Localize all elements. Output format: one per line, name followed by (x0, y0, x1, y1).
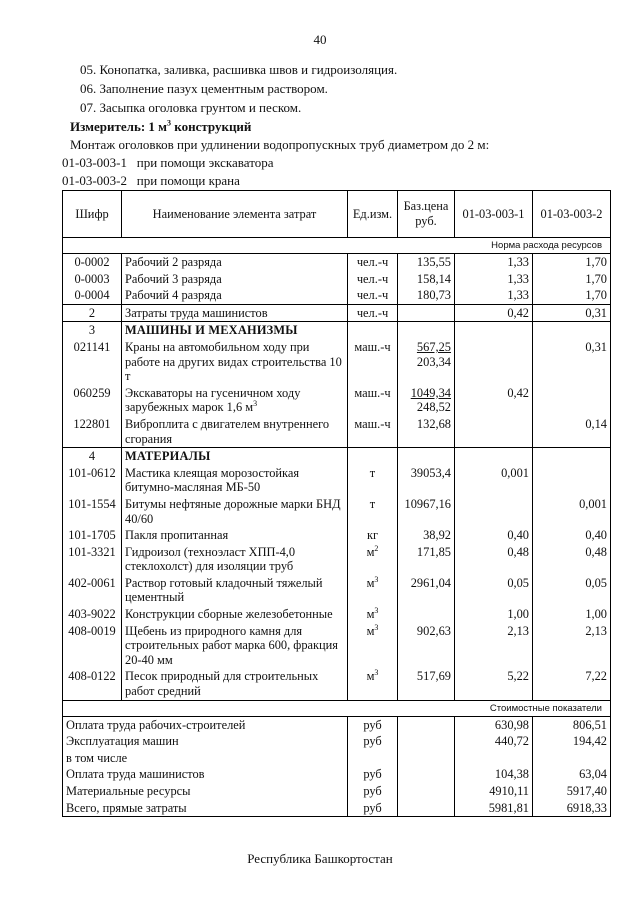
summary-name: Материальные ресурсы (63, 783, 348, 800)
section-price (398, 304, 455, 322)
row-unit: м (366, 544, 375, 559)
summary-name: Оплата труда рабочих-строителей (63, 716, 348, 733)
row-value-1: 0,05 (455, 575, 533, 606)
price-secondary: 248,52 (416, 400, 451, 415)
row-unit-sup: 3 (374, 605, 379, 615)
meter-line (70, 119, 251, 135)
summary-row (63, 716, 611, 733)
summary-row (63, 783, 611, 800)
summary-unit (348, 750, 398, 767)
summary-name: в том числе (63, 750, 348, 767)
row-code: 021141 (63, 339, 122, 385)
header-col1: 01-03-003-1 (455, 191, 533, 238)
step-06: 06. Заполнение пазух цементным раствором. (80, 81, 328, 96)
row-unit: т (348, 465, 398, 496)
section-2-row (63, 304, 611, 322)
summary-row (63, 800, 611, 817)
row-code: 408-0122 (63, 668, 122, 700)
header-unit: Ед.изм. (348, 191, 398, 238)
section-name: Затраты труда машинистов (122, 304, 348, 322)
row-value-1 (455, 416, 533, 448)
section-value-2: 0,31 (533, 304, 611, 322)
row-code: 0-0004 (63, 287, 122, 304)
variant-2 (62, 173, 240, 189)
row-value-2: 7,22 (533, 668, 611, 700)
row-unit: чел.-ч (348, 287, 398, 304)
row-code: 060259 (63, 385, 122, 416)
row-price: 158,14 (398, 271, 455, 288)
row-name: Песок природный для строительных работ средний (122, 668, 348, 700)
summary-value-2: 63,04 (533, 766, 611, 783)
table-row (63, 339, 611, 385)
row-value-1 (455, 339, 533, 385)
cost-caption-row (63, 700, 611, 716)
table-row (63, 496, 611, 527)
summary-name: Всего, прямые затраты (63, 800, 348, 817)
row-name: Раствор готовый кладочный тяжелый цементный (122, 575, 348, 606)
row-value-1: 0,001 (455, 465, 533, 496)
summary-unit: руб (348, 800, 398, 817)
summary-value-2: 806,51 (533, 716, 611, 733)
table-row (63, 416, 611, 448)
header-price: Баз.цена руб. (398, 191, 455, 238)
table-row (63, 544, 611, 575)
summary-value-2 (533, 750, 611, 767)
row-name: Рабочий 2 разряда (122, 254, 348, 271)
row-unit: маш.-ч (348, 385, 398, 416)
footer-region: Республика Башкортостан (247, 851, 393, 866)
summary-unit: руб (348, 716, 398, 733)
row-price: 171,85 (398, 544, 455, 575)
section-value-1: 0,42 (455, 304, 533, 322)
row-name-cell (122, 385, 348, 416)
row-unit: м (366, 607, 375, 622)
row-price (398, 606, 455, 623)
row-unit-cell (348, 606, 398, 623)
summary-value-1: 104,38 (455, 766, 533, 783)
row-value-1: 0,48 (455, 544, 533, 575)
table-row (63, 623, 611, 669)
section-code: 3 (63, 322, 122, 339)
variant-code: 01-03-003-1 (62, 155, 127, 170)
row-value-2 (533, 385, 611, 416)
row-code: 101-0612 (63, 465, 122, 496)
work-description: Монтаж оголовков при удлинении водопропускных труб диаметром до 2 м: (70, 137, 490, 152)
summary-value-1: 440,72 (455, 733, 533, 750)
meter-sup: 3 (167, 118, 172, 128)
row-unit: чел.-ч (348, 254, 398, 271)
row-value-2: 2,13 (533, 623, 611, 669)
row-name: Конструкции сборные железобетонные (122, 606, 348, 623)
row-value-1: 0,40 (455, 527, 533, 544)
header-name: Наименование элемента затрат (122, 191, 348, 238)
section-unit: чел.-ч (348, 304, 398, 322)
section-3-row (63, 322, 611, 339)
row-value-2: 0,31 (533, 339, 611, 385)
row-unit-cell (348, 668, 398, 700)
norm-table (62, 190, 611, 817)
table-row (63, 254, 611, 271)
summary-unit: руб (348, 766, 398, 783)
row-value-1: 5,22 (455, 668, 533, 700)
row-price: 180,73 (398, 287, 455, 304)
table-row (63, 527, 611, 544)
table-row (63, 287, 611, 304)
summary-value-1: 4910,11 (455, 783, 533, 800)
row-price (398, 339, 455, 385)
row-price: 39053,4 (398, 465, 455, 496)
row-code: 408-0019 (63, 623, 122, 669)
row-name: Гидроизол (техноэласт ХПП-4,0 стеклохолст) для изоляции труб (122, 544, 348, 575)
cost-caption: Стоимостные показатели (63, 700, 611, 716)
table-row (63, 385, 611, 416)
summary-value-2: 5917,40 (533, 783, 611, 800)
row-value-2: 0,48 (533, 544, 611, 575)
row-unit: маш.-ч (348, 339, 398, 385)
table-row (63, 606, 611, 623)
row-value-1: 1,33 (455, 254, 533, 271)
row-code: 402-0061 (63, 575, 122, 606)
variant-text: при помощи экскаватора (136, 155, 274, 170)
row-price: 2961,04 (398, 575, 455, 606)
row-name: Экскаваторы на гусеничном ходу зарубежных марок 1,6 м (125, 385, 301, 415)
row-value-1: 2,13 (455, 623, 533, 669)
variant-1 (62, 155, 273, 171)
row-unit: м (366, 623, 375, 638)
row-name: Виброплита с двигателем внутреннего сгорания (122, 416, 348, 448)
row-code: 403-9022 (63, 606, 122, 623)
row-value-2: 0,05 (533, 575, 611, 606)
table-row (63, 465, 611, 496)
summary-value-2: 6918,33 (533, 800, 611, 817)
row-name: Рабочий 3 разряда (122, 271, 348, 288)
row-name: Битумы нефтяные дорожные марки БНД 40/60 (122, 496, 348, 527)
row-value-1 (455, 496, 533, 527)
summary-value-1: 630,98 (455, 716, 533, 733)
row-name: Рабочий 4 разряда (122, 287, 348, 304)
row-price: 135,55 (398, 254, 455, 271)
table-row (63, 668, 611, 700)
row-value-2: 0,001 (533, 496, 611, 527)
section-code: 2 (63, 304, 122, 322)
summary-row (63, 750, 611, 767)
row-name: Краны на автомобильном ходу при работе на других видах строительства 10 т (122, 339, 348, 385)
row-code: 101-1705 (63, 527, 122, 544)
table-row (63, 271, 611, 288)
summary-row (63, 766, 611, 783)
table-row (63, 575, 611, 606)
norm-caption: Норма расхода ресурсов (63, 238, 611, 254)
row-name: Мастика клеящая морозостойкая битумно-масляная МБ-50 (122, 465, 348, 496)
row-code: 122801 (63, 416, 122, 448)
row-price: 132,68 (398, 416, 455, 448)
step-05: 05. Конопатка, заливка, расшивка швов и гидроизоляция. (80, 62, 398, 77)
row-code: 0-0003 (63, 271, 122, 288)
row-unit-cell (348, 623, 398, 669)
summary-value-1: 5981,81 (455, 800, 533, 817)
section-code: 4 (63, 448, 122, 465)
norm-caption-row (63, 238, 611, 254)
row-value-2: 1,00 (533, 606, 611, 623)
row-unit-sup: 3 (374, 574, 379, 584)
summary-value-2: 194,42 (533, 733, 611, 750)
row-value-2 (533, 465, 611, 496)
summary-unit: руб (348, 783, 398, 800)
row-unit: т (348, 496, 398, 527)
row-unit-cell (348, 544, 398, 575)
row-unit: чел.-ч (348, 271, 398, 288)
row-value-1: 1,33 (455, 287, 533, 304)
price-secondary: 203,34 (416, 354, 451, 369)
row-code: 0-0002 (63, 254, 122, 271)
row-value-2: 0,40 (533, 527, 611, 544)
row-unit: кг (348, 527, 398, 544)
step-07: 07. Засыпка оголовка грунтом и песком. (80, 100, 302, 115)
row-price: 10967,16 (398, 496, 455, 527)
row-value-1: 1,33 (455, 271, 533, 288)
row-price (398, 385, 455, 416)
row-unit: м (366, 669, 375, 684)
meter-label: Измеритель: 1 м (70, 119, 168, 134)
row-value-2: 1,70 (533, 287, 611, 304)
row-price: 517,69 (398, 668, 455, 700)
summary-name: Эксплуатация машин (63, 733, 348, 750)
price-base: 567,25 (416, 339, 451, 354)
price-base: 1049,34 (410, 385, 451, 400)
section-4-row (63, 448, 611, 465)
variant-text: при помощи крана (136, 173, 240, 188)
row-price: 38,92 (398, 527, 455, 544)
row-name-sup: 3 (253, 399, 258, 409)
section-title: МАШИНЫ И МЕХАНИЗМЫ (122, 322, 348, 339)
variant-code: 01-03-003-2 (62, 173, 127, 188)
row-value-1: 0,42 (455, 385, 533, 416)
row-value-2: 0,14 (533, 416, 611, 448)
row-price: 902,63 (398, 623, 455, 669)
row-name: Щебень из природного камня для строительных работ марка 600, фракция 20-40 мм (122, 623, 348, 669)
page-number: 40 (313, 32, 327, 47)
header-code: Шифр (63, 191, 122, 238)
meter-rest: конструкций (171, 119, 252, 134)
section-title: МАТЕРИАЛЫ (122, 448, 348, 465)
row-unit-sup: 2 (374, 543, 379, 553)
row-value-2: 1,70 (533, 271, 611, 288)
summary-row (63, 733, 611, 750)
row-unit-sup: 3 (374, 622, 379, 632)
row-value-2: 1,70 (533, 254, 611, 271)
row-unit: маш.-ч (348, 416, 398, 448)
row-unit-cell (348, 575, 398, 606)
row-unit: м (366, 575, 375, 590)
summary-name: Оплата труда машинистов (63, 766, 348, 783)
header-col2: 01-03-003-2 (533, 191, 611, 238)
summary-unit: руб (348, 733, 398, 750)
row-code: 101-3321 (63, 544, 122, 575)
row-code: 101-1554 (63, 496, 122, 527)
row-value-1: 1,00 (455, 606, 533, 623)
row-unit-sup: 3 (374, 668, 379, 678)
row-name: Пакля пропитанная (122, 527, 348, 544)
table-header (63, 191, 611, 238)
summary-value-1 (455, 750, 533, 767)
